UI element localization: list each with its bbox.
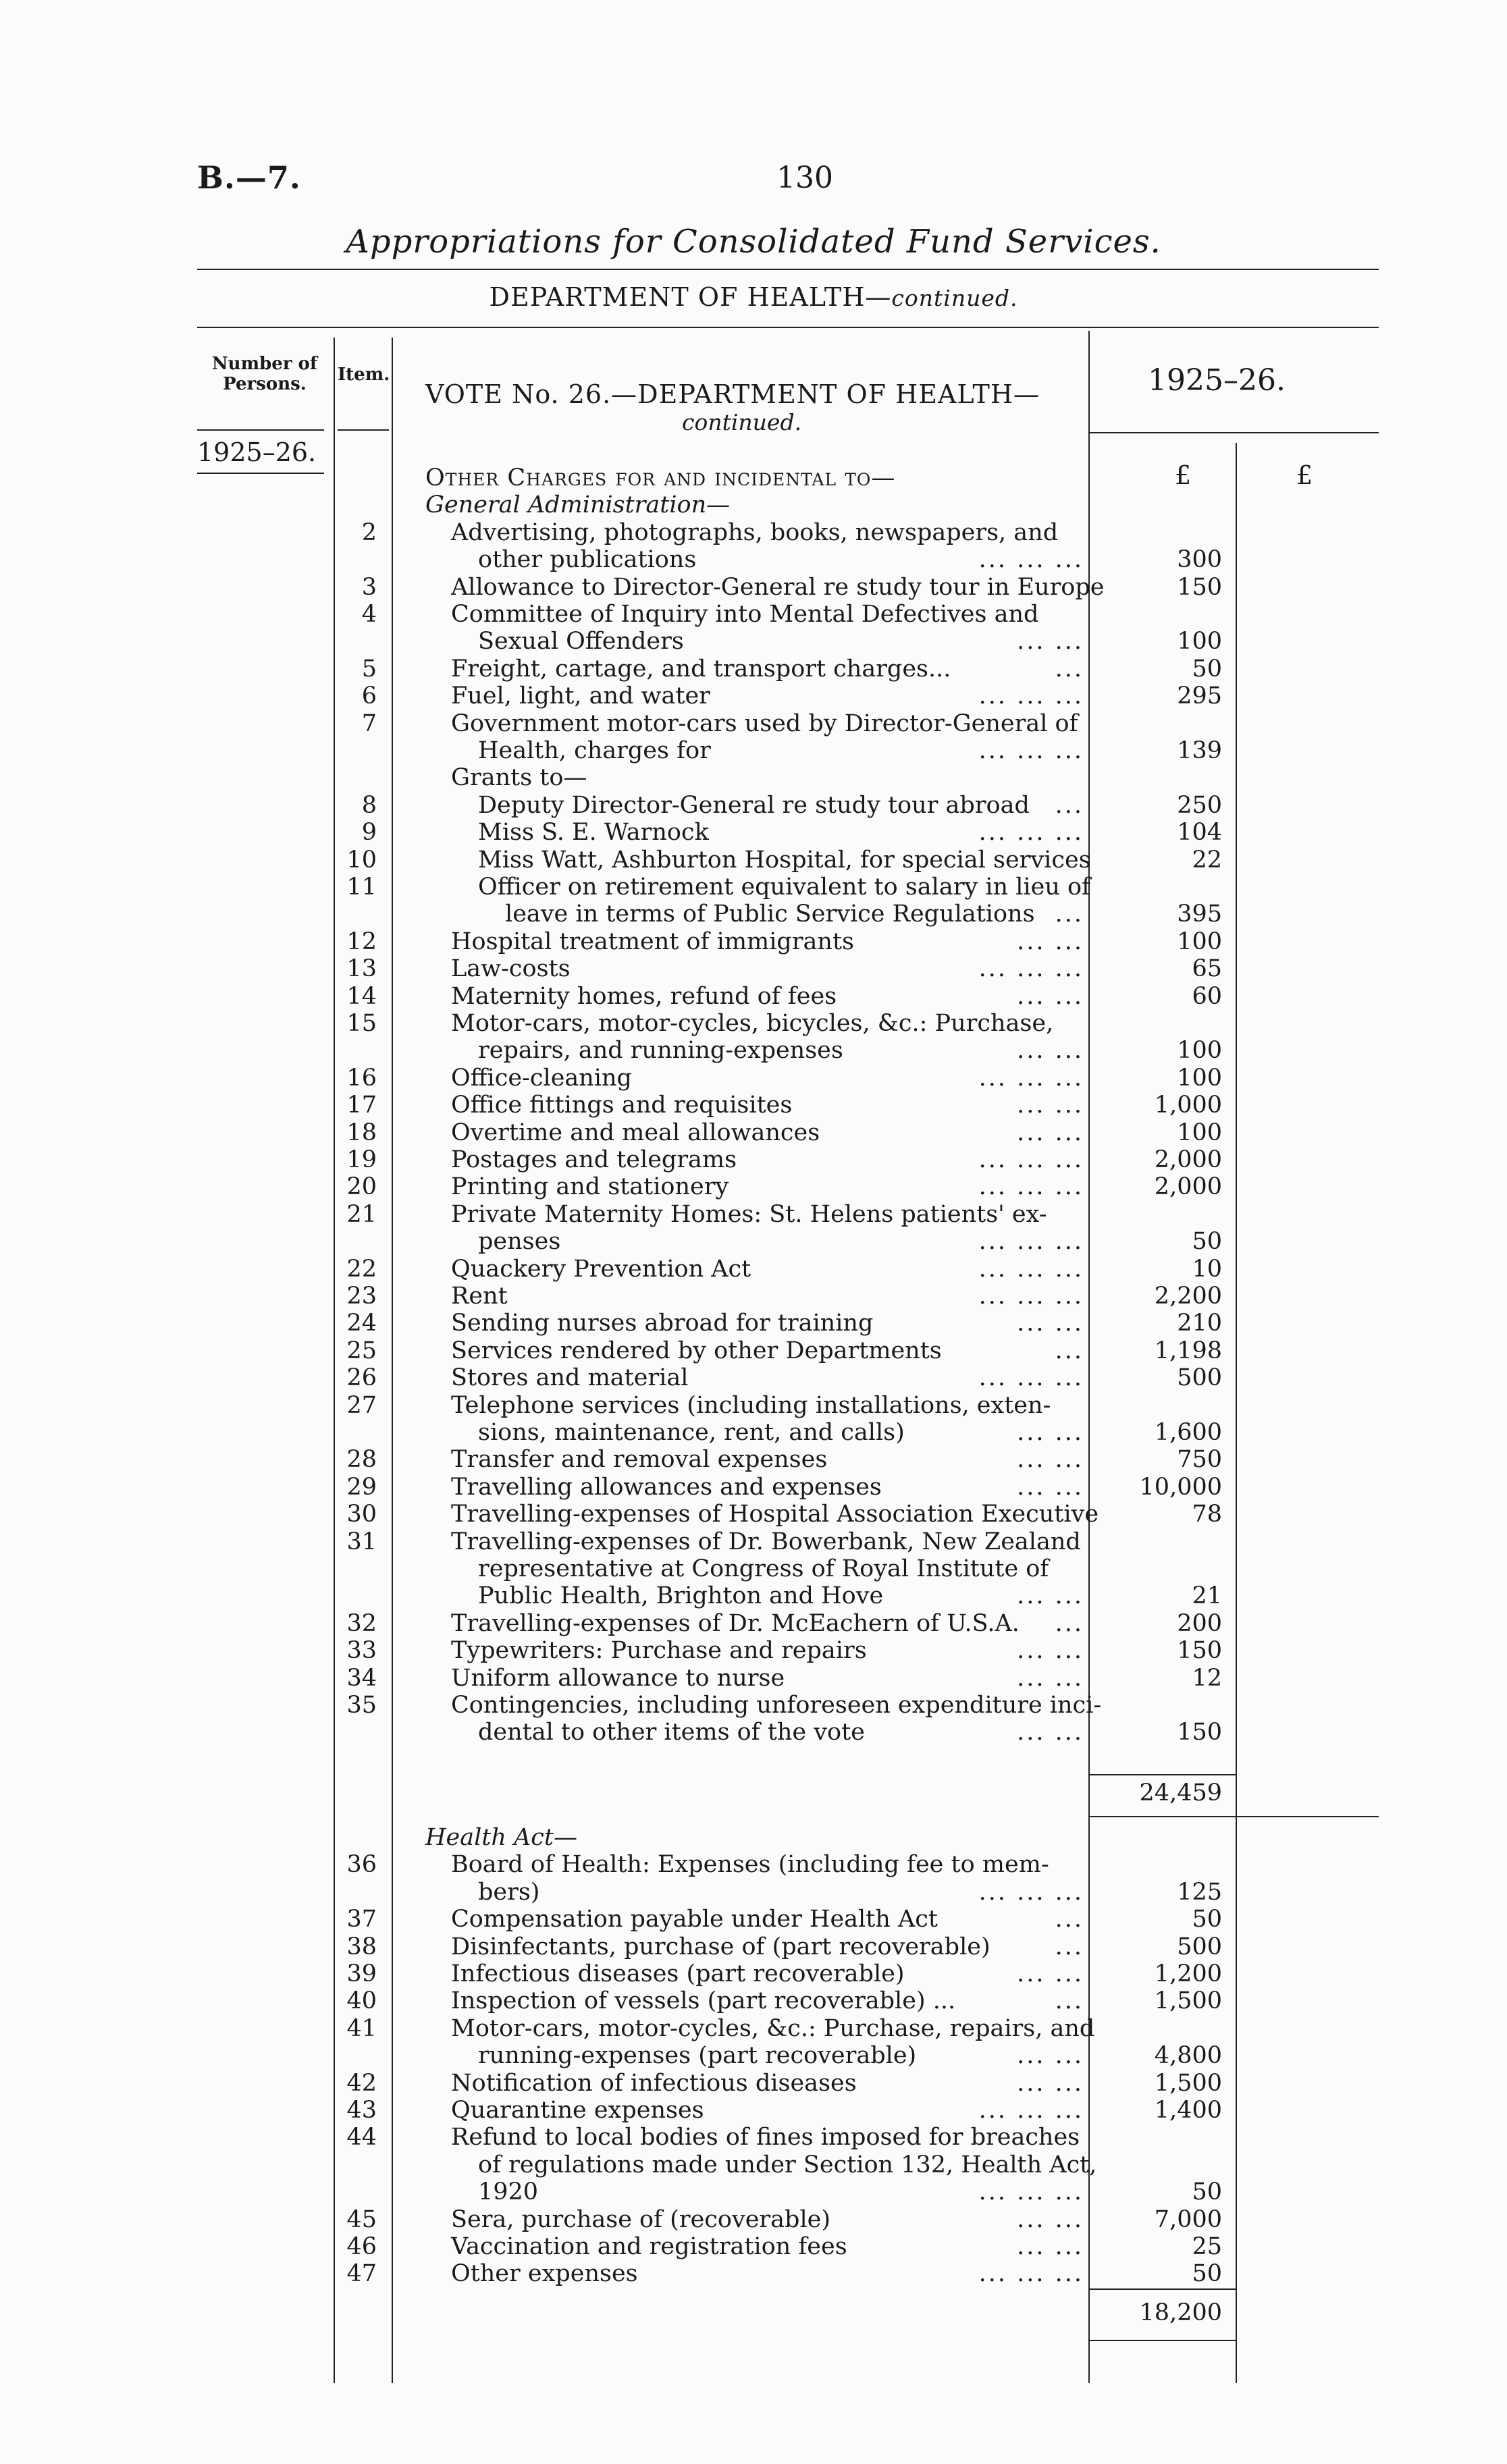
item-description: Travelling allowances and expenses <box>451 1473 882 1501</box>
item-number: 22 <box>346 1255 377 1283</box>
item-amount: 22 <box>1192 846 1222 874</box>
leader-dots: ... <box>1055 1609 1084 1637</box>
item-amount: 1,600 <box>1154 1419 1222 1446</box>
table-row <box>0 1719 1507 1746</box>
item-amount: 60 <box>1192 982 1222 1010</box>
table-row <box>0 2206 1507 2233</box>
leader-dots: ... ... ... <box>978 1255 1084 1283</box>
table-row <box>0 955 1507 982</box>
item-amount: 7,000 <box>1154 2205 1222 2233</box>
item-description: Motor-cars, motor-cycles, bicycles, &c.: Purchase, <box>451 1010 1054 1037</box>
leader-dots: ... <box>1055 1906 1084 1933</box>
year-label: 1925–26. <box>197 437 317 467</box>
item-number: 20 <box>346 1173 377 1201</box>
item-description: Infectious diseases (part recoverable) <box>451 1960 905 1987</box>
item-description: Health, charges for <box>478 737 711 764</box>
item-description: Public Health, Brighton and Hove <box>478 1582 884 1610</box>
leader-dots: ... ... <box>1017 1310 1084 1337</box>
table-row <box>0 1037 1507 1064</box>
item-amount: 1,400 <box>1154 2097 1222 2124</box>
item-number: 38 <box>346 1933 377 1960</box>
table-row <box>0 819 1507 846</box>
table-row <box>0 2260 1507 2287</box>
leader-dots: ... ... ... <box>978 2097 1084 2124</box>
item-description: Travelling-expenses of Dr. Bowerbank, New Zealand <box>451 1528 1081 1555</box>
table-row <box>0 1610 1507 1637</box>
table-row <box>0 574 1507 601</box>
subtotal-rule <box>1088 1816 1379 1817</box>
item-amount: 139 <box>1177 737 1222 764</box>
item-amount: 100 <box>1177 1037 1222 1065</box>
item-description: Uniform allowance to nurse <box>451 1664 785 1692</box>
item-description: Miss Watt, Ashburton Hospital, for special services <box>478 846 1091 874</box>
department-continued: continued. <box>891 285 1018 311</box>
page-title: Appropriations for Consolidated Fund Services. <box>346 223 1161 261</box>
leader-dots: ... ... ... <box>978 1064 1084 1092</box>
item-description: Travelling-expenses of Hospital Association Executive <box>451 1501 1099 1528</box>
item-header: Item. <box>338 365 390 385</box>
item-description: Officer on retirement equivalent to salary in lieu of <box>478 874 1091 901</box>
item-description: Health Act— <box>425 1824 577 1851</box>
table-row <box>0 655 1507 682</box>
table-row <box>0 1228 1507 1255</box>
item-amount: 100 <box>1177 1064 1222 1092</box>
item-description: representative at Congress of Royal Institute of <box>478 1555 1049 1582</box>
subtotal-rule <box>1088 1774 1236 1775</box>
item-amount: 150 <box>1177 1719 1222 1746</box>
item-description: Other expenses <box>451 2260 638 2288</box>
leader-dots: ... ... ... <box>978 1228 1084 1256</box>
leader-dots: ... ... ... <box>978 546 1084 574</box>
table-row <box>0 1419 1507 1446</box>
leader-dots: ... ... ... <box>978 2178 1084 2206</box>
leader-dots: ... ... ... <box>978 955 1084 983</box>
item-amount: 200 <box>1177 1609 1222 1637</box>
table-row <box>0 1201 1507 1228</box>
table-row <box>0 1906 1507 1933</box>
item-header-rule <box>338 429 389 431</box>
item-description: Sending nurses abroad for training <box>451 1310 874 1337</box>
leader-dots: ... ... <box>1017 1582 1084 1610</box>
leader-dots: ... ... <box>1017 1037 1084 1065</box>
table-row <box>0 546 1507 573</box>
leader-dots: ... ... <box>1017 1664 1084 1692</box>
item-number: 4 <box>361 601 377 628</box>
item-number: 18 <box>346 1119 377 1146</box>
item-amount: 2,200 <box>1154 1283 1222 1310</box>
table-row <box>0 1933 1507 1960</box>
item-number: 16 <box>346 1064 377 1092</box>
item-amount: 1,200 <box>1154 1960 1222 1987</box>
item-amount: 2,000 <box>1154 1146 1222 1173</box>
item-description: Maternity homes, refund of fees <box>451 982 837 1010</box>
table-row <box>0 1501 1507 1528</box>
table-row <box>0 1987 1507 2014</box>
item-amount: 4,800 <box>1154 2042 1222 2070</box>
item-number: 39 <box>346 1960 377 1987</box>
leader-dots: ... ... ... <box>978 1364 1084 1392</box>
item-description: Quackery Prevention Act <box>451 1255 751 1283</box>
table-row <box>0 1665 1507 1692</box>
table-row <box>0 1879 1507 1906</box>
item-description: Inspection of vessels (part recoverable) ... <box>451 1987 956 2015</box>
item-amount: 210 <box>1177 1310 1222 1337</box>
item-number: 33 <box>346 1637 377 1665</box>
item-description: Board of Health: Expenses (including fee to mem- <box>451 1851 1049 1879</box>
item-number: 8 <box>361 791 377 819</box>
leader-dots: ... ... ... <box>978 1283 1084 1310</box>
table-row <box>0 2233 1507 2260</box>
item-description: dental to other items of the vote <box>478 1719 865 1746</box>
table-row <box>0 682 1507 709</box>
item-number: 41 <box>346 2014 377 2042</box>
item-description: Typewriters: Purchase and repairs <box>451 1637 867 1665</box>
item-amount: 50 <box>1192 1906 1222 1933</box>
item-number: 7 <box>361 709 377 737</box>
table-row <box>0 764 1507 791</box>
item-number: 3 <box>361 573 377 601</box>
item-description: Office-cleaning <box>451 1064 632 1092</box>
item-amount: 500 <box>1177 1364 1222 1392</box>
subtotal-general-administration: 24,459 <box>1139 1779 1222 1806</box>
item-number: 11 <box>346 874 377 901</box>
table-row <box>0 2178 1507 2205</box>
document-reference: B.—7. <box>197 159 301 196</box>
item-description: Grants to— <box>451 764 587 792</box>
item-description: Motor-cars, motor-cycles, &c.: Purchase, repairs, and <box>451 2014 1095 2042</box>
item-description: Quarantine expenses <box>451 2097 704 2124</box>
table-row <box>0 1392 1507 1419</box>
item-description: Allowance to Director-General re study tour in Europe <box>451 573 1105 601</box>
item-number: 9 <box>361 819 377 847</box>
item-number: 46 <box>346 2233 377 2260</box>
table-row <box>0 792 1507 819</box>
item-description: Refund to local bodies of fines imposed for breaches <box>451 2124 1080 2151</box>
item-amount: 100 <box>1177 928 1222 955</box>
currency-symbol: £ <box>1175 460 1192 490</box>
item-amount: 12 <box>1192 1664 1222 1692</box>
item-number: 24 <box>346 1310 377 1337</box>
table-row <box>0 928 1507 955</box>
leader-dots: ... ... <box>1017 1473 1084 1501</box>
leader-dots: ... <box>1055 655 1084 682</box>
table-row <box>0 601 1507 628</box>
item-number: 13 <box>346 955 377 983</box>
item-description: 1920 <box>478 2178 539 2206</box>
leader-dots: ... ... <box>1017 1446 1084 1474</box>
subtotal-rule <box>1088 2340 1236 2341</box>
table-row <box>0 1555 1507 1582</box>
persons-header-rule <box>197 429 324 431</box>
leader-dots: ... ... ... <box>978 2260 1084 2288</box>
item-description: Postages and telegrams <box>451 1146 737 1173</box>
leader-dots: ... ... <box>1017 2069 1084 2097</box>
item-amount: 100 <box>1177 1119 1222 1146</box>
leader-dots: ... ... ... <box>978 1878 1084 1906</box>
item-number: 17 <box>346 1092 377 1119</box>
item-number: 37 <box>346 1906 377 1933</box>
currency-symbol: £ <box>1296 460 1313 490</box>
item-amount: 25 <box>1192 2233 1222 2260</box>
item-description: other publications <box>478 546 697 574</box>
item-amount: 65 <box>1192 955 1222 983</box>
leader-dots: ... ... <box>1017 1092 1084 1119</box>
table-row <box>0 2070 1507 2097</box>
item-description: Government motor-cars used by Director-General of <box>451 709 1078 737</box>
item-description: Overtime and meal allowances <box>451 1119 820 1146</box>
item-description: Miss S. E. Warnock <box>478 819 709 847</box>
item-amount: 10,000 <box>1139 1473 1222 1501</box>
leader-dots: ... <box>1055 1987 1084 2015</box>
item-description: Sera, purchase of (recoverable) <box>451 2205 830 2233</box>
item-amount: 125 <box>1177 1878 1222 1906</box>
table-row <box>0 983 1507 1010</box>
item-description: repairs, and running-expenses <box>478 1037 843 1065</box>
item-amount: 150 <box>1177 573 1222 601</box>
table-row <box>0 901 1507 928</box>
item-amount: 50 <box>1192 2260 1222 2288</box>
item-description: Hospital treatment of immigrants <box>451 928 854 955</box>
item-description: General Administration— <box>425 491 731 519</box>
leader-dots: ... ... ... <box>978 1146 1084 1173</box>
year-header: 1925–26. <box>1148 363 1286 398</box>
table-row <box>0 847 1507 874</box>
item-description: of regulations made under Section 132, Health Act, <box>478 2151 1097 2178</box>
table-row <box>0 1065 1507 1092</box>
table-row <box>0 1528 1507 1555</box>
item-description: Travelling-expenses of Dr. McEachern of U.S.A. <box>451 1609 1020 1637</box>
table-row <box>0 1582 1507 1609</box>
item-description: Contingencies, including unforeseen expenditure inci- <box>451 1692 1102 1719</box>
item-description: Committee of Inquiry into Mental Defectives and <box>451 601 1039 628</box>
table-row <box>0 1283 1507 1310</box>
item-amount: 1,000 <box>1154 1092 1222 1119</box>
item-number: 15 <box>346 1010 377 1037</box>
item-amount: 2,000 <box>1154 1173 1222 1201</box>
leader-dots: ... <box>1055 791 1084 819</box>
subtotal-rule <box>1088 2288 1236 2290</box>
table-row <box>0 1851 1507 1878</box>
item-description: Printing and stationery <box>451 1173 729 1201</box>
leader-dots: ... ... ... <box>978 1173 1084 1201</box>
department-heading <box>0 282 1507 312</box>
item-amount: 50 <box>1192 655 1222 682</box>
table-row <box>0 1256 1507 1283</box>
vote-title: VOTE No. 26.—DEPARTMENT OF HEALTH— <box>425 379 1040 409</box>
item-number: 32 <box>346 1609 377 1637</box>
item-number: 36 <box>346 1851 377 1879</box>
page-number: 130 <box>776 161 833 195</box>
item-description: bers) <box>478 1878 540 1906</box>
table-row <box>0 1310 1507 1337</box>
item-number: 29 <box>346 1473 377 1501</box>
item-amount: 10 <box>1192 1255 1222 1283</box>
table-row <box>0 519 1507 546</box>
item-amount: 50 <box>1192 2178 1222 2206</box>
table-row <box>0 2124 1507 2151</box>
item-description: Rent <box>451 1283 508 1310</box>
item-amount: 750 <box>1177 1446 1222 1474</box>
item-amount: 150 <box>1177 1637 1222 1665</box>
item-description: Notification of infectious diseases <box>451 2069 857 2097</box>
table-row <box>0 1692 1507 1719</box>
item-description: running-expenses (part recoverable) <box>478 2042 917 2070</box>
item-description: Sexual Offenders <box>478 628 684 655</box>
subtotal-health-act: 18,200 <box>1139 2299 1222 2326</box>
item-number: 14 <box>346 982 377 1010</box>
item-number: 5 <box>361 655 377 682</box>
item-amount: 250 <box>1177 791 1222 819</box>
item-number: 10 <box>346 846 377 874</box>
vote-continued: continued. <box>682 409 802 435</box>
item-number: 6 <box>361 682 377 710</box>
item-number: 47 <box>346 2260 377 2288</box>
item-description: penses <box>478 1228 561 1256</box>
item-amount: 100 <box>1177 628 1222 655</box>
item-amount: 500 <box>1177 1933 1222 1960</box>
item-amount: 1,198 <box>1154 1337 1222 1364</box>
leader-dots: ... ... <box>1017 2205 1084 2233</box>
department-name: DEPARTMENT OF HEALTH— <box>489 282 892 312</box>
leader-dots: ... ... ... <box>978 819 1084 847</box>
item-number: 44 <box>346 2124 377 2151</box>
table-row <box>0 1146 1507 1173</box>
item-description: Freight, cartage, and transport charges... <box>451 655 951 682</box>
table-row <box>0 2097 1507 2124</box>
table-row <box>0 464 1507 491</box>
item-description: Disinfectants, purchase of (part recoverable) <box>451 1933 990 1960</box>
table-row <box>0 1337 1507 1364</box>
item-description: sions, maintenance, rent, and calls) <box>478 1419 905 1446</box>
table-row <box>0 1824 1507 1851</box>
item-number: 42 <box>346 2069 377 2097</box>
item-description: Vaccination and registration fees <box>451 2233 847 2260</box>
leader-dots: ... ... ... <box>978 682 1084 710</box>
item-amount: 78 <box>1192 1501 1222 1528</box>
item-description: Fuel, light, and water <box>451 682 710 710</box>
leader-dots: ... ... <box>1017 982 1084 1010</box>
table-row <box>0 1637 1507 1664</box>
item-number: 26 <box>346 1364 377 1392</box>
item-number: 12 <box>346 928 377 955</box>
leader-dots: ... ... <box>1017 1119 1084 1146</box>
title-rule <box>197 269 1379 270</box>
leader-dots: ... ... <box>1017 2042 1084 2070</box>
table-row <box>0 1474 1507 1501</box>
number-of-persons-header: Number of Persons. <box>211 354 318 394</box>
table-row <box>0 710 1507 737</box>
table-row <box>0 737 1507 764</box>
item-description: Telephone services (including installations, exten- <box>451 1391 1051 1419</box>
leader-dots: ... ... <box>1017 1637 1084 1665</box>
item-amount: 104 <box>1177 819 1222 847</box>
leader-dots: ... ... <box>1017 2233 1084 2260</box>
table-row <box>0 1446 1507 1473</box>
leader-dots: ... ... <box>1017 1419 1084 1446</box>
item-number: 25 <box>346 1337 377 1364</box>
table-row <box>0 2015 1507 2042</box>
item-description: Private Maternity Homes: St. Helens patients' ex- <box>451 1200 1047 1228</box>
leader-dots: ... ... <box>1017 1960 1084 1987</box>
item-number: 45 <box>346 2205 377 2233</box>
item-description: Transfer and removal expenses <box>451 1446 828 1474</box>
item-number: 23 <box>346 1283 377 1310</box>
year-header-rule <box>1088 432 1379 433</box>
leader-dots: ... <box>1055 1933 1084 1960</box>
table-row <box>0 2042 1507 2069</box>
item-description: Advertising, photographs, books, newspapers, and <box>451 518 1059 546</box>
item-amount: 300 <box>1177 546 1222 574</box>
table-row <box>0 2151 1507 2178</box>
item-amount: 395 <box>1177 901 1222 928</box>
table-row <box>0 1173 1507 1200</box>
table-row <box>0 491 1507 518</box>
item-number: 43 <box>346 2097 377 2124</box>
item-number: 35 <box>346 1692 377 1719</box>
leader-dots: ... <box>1055 1337 1084 1364</box>
table-row <box>0 1364 1507 1391</box>
item-description: Deputy Director-General re study tour abroad <box>478 791 1030 819</box>
item-number: 40 <box>346 1987 377 2015</box>
table-row <box>0 1960 1507 1987</box>
item-description: Services rendered by other Departments <box>451 1337 942 1364</box>
table-row <box>0 1092 1507 1119</box>
item-description: leave in terms of Public Service Regulations <box>505 901 1035 928</box>
item-number: 2 <box>361 518 377 546</box>
item-amount: 21 <box>1192 1582 1222 1610</box>
item-number: 28 <box>346 1446 377 1474</box>
table-row <box>0 874 1507 901</box>
table-row <box>0 1010 1507 1037</box>
item-number: 19 <box>346 1146 377 1173</box>
table-row <box>0 628 1507 655</box>
item-number: 31 <box>346 1528 377 1555</box>
item-number: 21 <box>346 1200 377 1228</box>
item-description: Law-costs <box>451 955 571 983</box>
leader-dots: ... ... <box>1017 628 1084 655</box>
item-description: Other Charges for and incidental to— <box>425 464 896 491</box>
item-number: 34 <box>346 1664 377 1692</box>
item-amount: 1,500 <box>1154 1987 1222 2015</box>
item-description: Stores and material <box>451 1364 689 1392</box>
leader-dots: ... ... <box>1017 1719 1084 1746</box>
item-description: Compensation payable under Health Act <box>451 1906 938 1933</box>
leader-dots: ... <box>1055 901 1084 928</box>
item-number: 30 <box>346 1501 377 1528</box>
item-description: Office fittings and requisites <box>451 1092 793 1119</box>
item-amount: 1,500 <box>1154 2069 1222 2097</box>
item-number: 27 <box>346 1391 377 1419</box>
leader-dots: ... ... <box>1017 928 1084 955</box>
leader-dots: ... ... ... <box>978 737 1084 764</box>
item-amount: 295 <box>1177 682 1222 710</box>
item-amount: 50 <box>1192 1228 1222 1256</box>
header-rule <box>197 327 1379 328</box>
table-row <box>0 1119 1507 1146</box>
